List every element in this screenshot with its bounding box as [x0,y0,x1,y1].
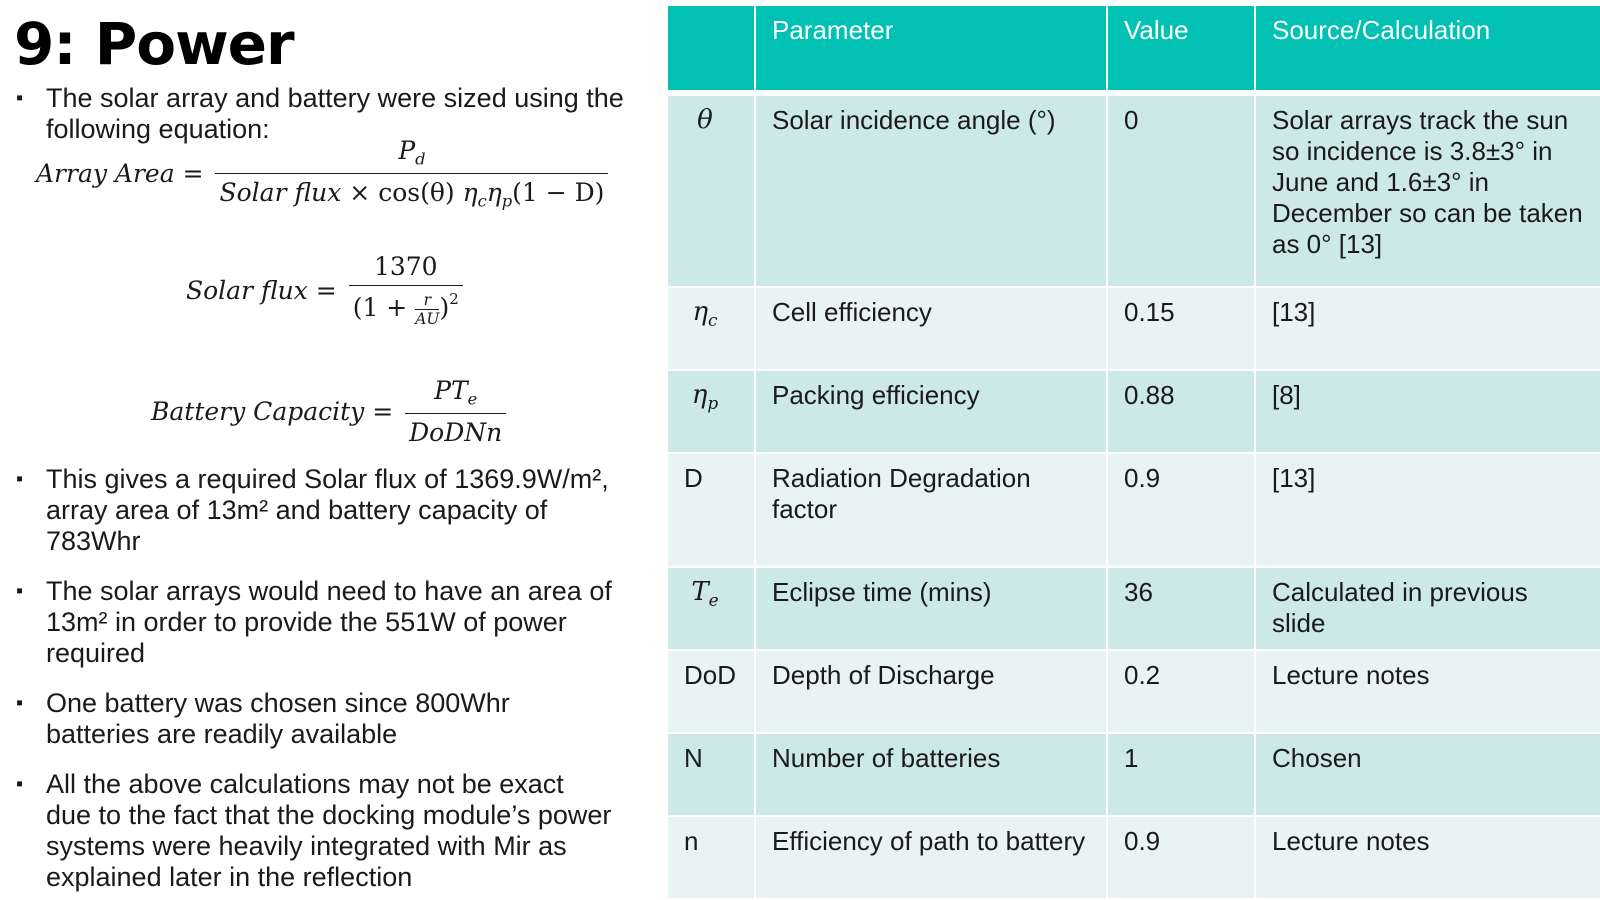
row-parameter: Eclipse time (mins) [755,567,1107,650]
row-symbol: $\eta_c$ [667,287,755,370]
row-source: [13] [1255,453,1600,566]
table-row [667,650,1600,733]
table-row [667,733,1600,816]
solar-flux-equation: Solar flux = 1370 (1 + $\frac{r}{AU}$ )$^2$ [186,252,467,328]
row-parameter: Efficiency of path to battery [755,816,1107,899]
table-row [667,287,1600,370]
header-parameter: Parameter [755,5,1107,93]
header-value: Value [1107,5,1255,93]
row-source: [8] [1255,370,1600,453]
row-parameter: Solar incidence angle (°) [755,93,1107,287]
table-header-row [667,5,1600,93]
row-source: Lecture notes [1255,650,1600,733]
row-value: 0.9 [1107,453,1255,566]
row-parameter: Cell efficiency [755,287,1107,370]
row-value: 36 [1107,567,1255,650]
slide-title: 9: Power [14,10,294,78]
bullet-caveat: ▪ All the above calculations may not be exact due to the fact that the docking module’s power systems were heavily integrated with Mir as explained later in the reflection [46,769,616,893]
row-symbol: θ [667,93,755,287]
row-value: 0.88 [1107,370,1255,453]
row-value: 1 [1107,733,1255,816]
battery-capacity-lhs: Battery Capacity [151,396,365,426]
table-row [667,816,1600,899]
bullet-array-area: ▪ The solar arrays would need to have an area of 13m² in order to provide the 551W of power required [46,576,646,669]
table-row [667,567,1600,650]
row-symbol: n [667,816,755,899]
row-symbol: $T_e$ [667,567,755,650]
bullet-battery-choice: ▪ One battery was chosen since 800Whr batteries are readily available [46,688,586,750]
row-source: Chosen [1255,733,1600,816]
row-source: Solar arrays track the sun so incidence is 3.8±3° in June and 1.6±3° in December so can be taken as 0° [13] [1255,93,1600,287]
table-row [667,370,1600,453]
row-symbol: DoD [667,650,755,733]
row-parameter: Depth of Discharge [755,650,1107,733]
row-parameter: Radiation Degradation factor [755,453,1107,566]
row-source: Calculated in previous slide [1255,567,1600,650]
row-source: [13] [1255,287,1600,370]
row-parameter: Number of batteries [755,733,1107,816]
table-row [667,93,1600,287]
row-parameter: Packing efficiency [755,370,1107,453]
parameter-table [666,4,1600,900]
table-row [667,453,1600,566]
header-symbol [667,5,755,93]
row-source: Lecture notes [1255,816,1600,899]
row-value: 0.2 [1107,650,1255,733]
row-symbol: $\eta_p$ [667,370,755,453]
header-source: Source/Calculation [1255,5,1600,93]
array-area-lhs: Array Area [36,158,175,188]
row-value: 0.15 [1107,287,1255,370]
row-symbol: N [667,733,755,816]
bullet-sizing-intro: ▪ The solar array and battery were sized using the following equation: [46,83,646,145]
row-value: 0.9 [1107,816,1255,899]
solar-flux-lhs: Solar flux [186,275,308,305]
array-area-equation: Array Area = $\frac{P_d}{Solar flux \times \cos(\theta) \eta_c\eta_p(1 - D)}$ [36,136,612,210]
row-symbol: D [667,453,755,566]
array-area-num: P [398,136,416,165]
solar-flux-num: 1370 [373,252,438,281]
row-value: 0 [1107,93,1255,287]
battery-capacity-equation: Battery Capacity = $\frac{PT_e}{\text{DoDNn}}$ [151,376,510,447]
bullet-results: ▪ This gives a required Solar flux of 1369.9W/m², array area of 13m² and battery capacity of 783Whr [46,464,646,557]
